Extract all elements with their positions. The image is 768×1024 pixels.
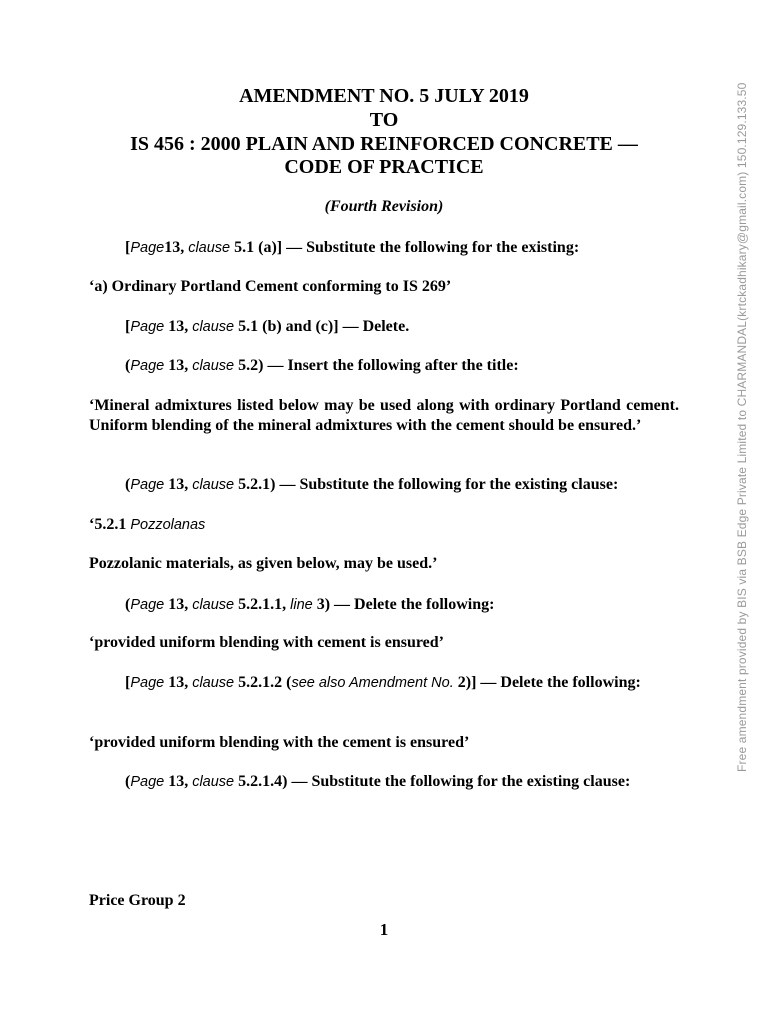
page-ref: Page [130,477,165,493]
amendment-ref: see also Amendment No. [291,675,454,691]
bracket-text: [ [125,239,131,256]
price-group: Price Group 2 [89,892,186,909]
clause-ref: clause [192,358,235,374]
watermark-text: Free amendment provided by BIS via BSB Edge Private Limited to CHARMANDAL(krtckadhikary@gmail.com) 150.129.133.50 [735,82,749,772]
bracket-text: [ [125,318,131,335]
page-number: 1 [379,920,389,939]
page-ref: Page [130,597,165,613]
clause-ref: clause [192,319,235,335]
clause-ref: clause [192,597,235,613]
ref-text: 13, [164,239,189,256]
instruction-text: 3) — Delete the following: [312,596,495,613]
revision-label: (Fourth Revision) [324,198,444,215]
page-ref: Page [130,240,165,256]
bracket-text: ( [125,357,131,374]
ref-text: 5.2.1.2 ( [234,674,292,691]
standard-subtitle: CODE OF PRACTICE [284,156,484,178]
amendment-paragraph [89,238,679,258]
clause-heading [89,515,679,535]
clause-ref: clause [192,774,235,790]
amendment-paragraph [89,595,679,615]
bracket-text: [ [125,674,131,691]
replacement-text: ‘Mineral admixtures listed below may be used along with ordinary Portland cement. Uniform blending of the mineral admixtures with the cement should be ensured.’ [89,397,679,434]
clause-ref: clause [192,477,235,493]
amendment-to: TO [369,109,399,131]
instruction-text: 2)] — Delete the following: [453,674,641,691]
amendment-paragraph [89,673,679,693]
page-ref: Page [130,358,165,374]
page-ref: Page [130,774,165,790]
clause-ref: clause [188,240,231,256]
instruction-text: 5.1 (a)] — Substitute the following for the existing: [230,239,580,256]
ref-text: 13, [164,596,193,613]
page-ref: Page [130,675,165,691]
bracket-text: ( [125,773,131,790]
ref-text: 13, [164,674,193,691]
bracket-text: ( [125,596,131,613]
ref-text: 13, [164,476,193,493]
ref-text: 13, [164,318,193,335]
replacement-text: Pozzolanic materials, as given below, may be used.’ [89,555,438,572]
ref-text: 13, [164,357,193,374]
replacement-text: ‘provided uniform blending with the cement is ensured’ [89,734,470,751]
instruction-text: 5.1 (b) and (c)] — Delete. [234,318,410,335]
clause-ref: clause [192,675,235,691]
amendment-paragraph [89,475,679,495]
ref-text: 5.2.1.1, [234,596,291,613]
amendment-paragraph [89,772,679,792]
replacement-text: ‘a) Ordinary Portland Cement conforming to IS 269’ [89,278,452,295]
standard-title: IS 456 : 2000 PLAIN AND REINFORCED CONCRETE — [130,133,638,155]
clause-number: ‘5.2.1 [89,516,131,533]
page-ref: Page [130,319,165,335]
line-ref: line [290,597,313,613]
replacement-text: ‘provided uniform blending with cement is ensured’ [89,634,444,651]
amendment-title: AMENDMENT NO. 5 JULY 2019 [239,85,529,107]
instruction-text: 5.2.1.4) — Substitute the following for the existing clause: [234,773,631,790]
clause-title: Pozzolanas [130,517,206,533]
amendment-paragraph [89,317,679,337]
instruction-text: 5.2) — Insert the following after the title: [234,357,519,374]
amendment-paragraph [89,356,679,376]
instruction-text: 5.2.1) — Substitute the following for the existing clause: [234,476,619,493]
bracket-text: ( [125,476,131,493]
ref-text: 13, [164,773,193,790]
